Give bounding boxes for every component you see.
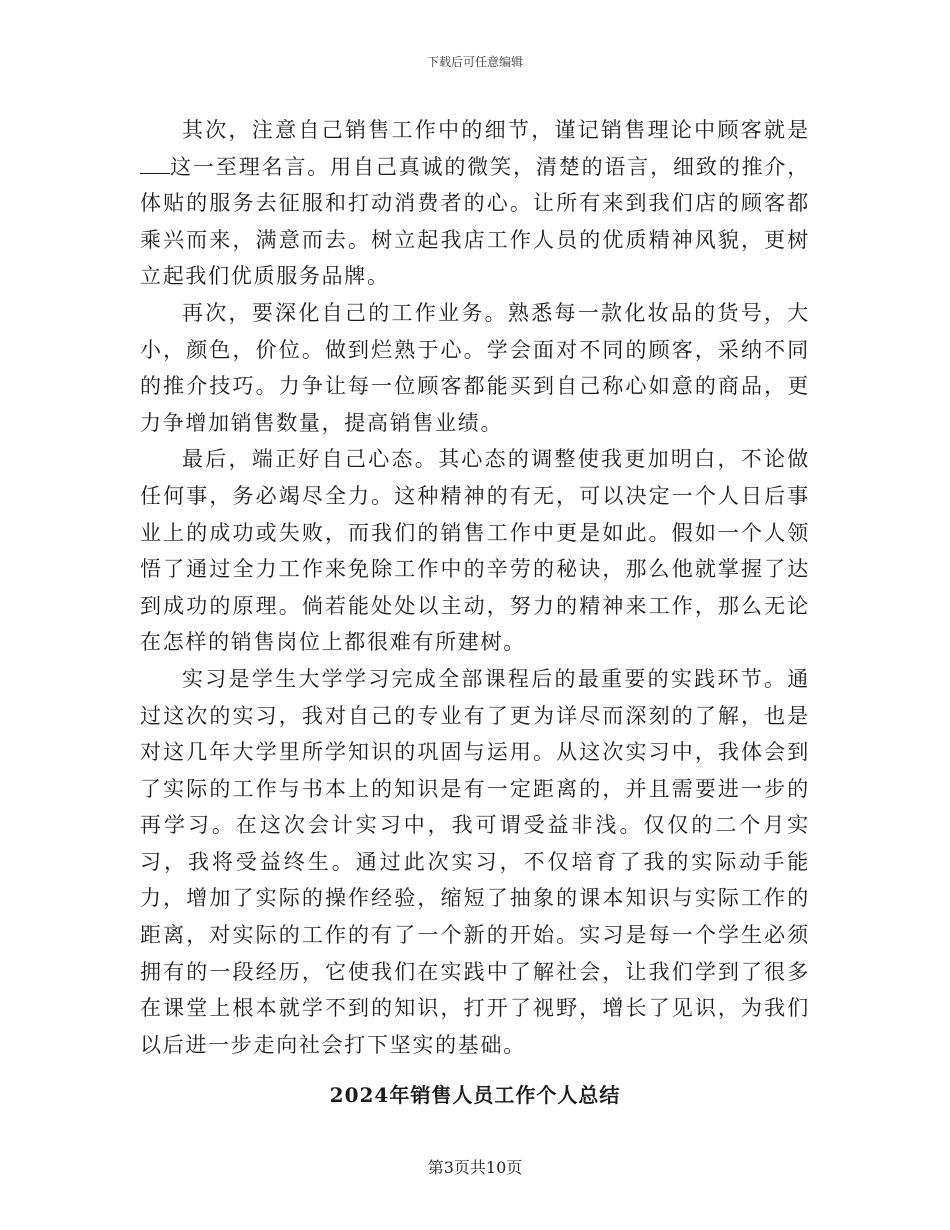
- page-footer: 第3页共10页: [427, 1158, 523, 1177]
- paragraph: 最后，端正好自己心态。其心态的调整使我更加明白，不论做任何事，务必竭尽全力。这种精神的有无，可以决定一个人日后事业上的成功或失败，而我们的销售工作中更是如此。假如一个人领悟了通过全力工作来免除工作中的辛劳的秘诀，那么他就掌握了达到成功的原理。倘若能处处以主动，努力的精神来工作，那么无论在怎样的销售岗位上都很难有所建树。: [140, 447, 810, 655]
- paragraph-text: 其次，注意自己销售工作中的细节，谨记销售理论中顾客就是: [182, 118, 810, 142]
- paragraph: 实习是学生大学学习完成全部课程后的最重要的实践环节。通过这次的实习，我对自己的专业有了更为详尽而深刻的了解，也是对这几年大学里所学知识的巩固与运用。从这次实习中，我体会到了实际的工作与书本上的知识是有一定距离的，并且需要进一步的再学习。在这次会计实习中，我可谓受益非浅。仅仅的二个月实习，我将受益终生。通过此次实习，不仅培育了我的实际动手能力，增加了实际的操作经验，缩短了抽象的课本知识与实际工作的距离，对实际的工作的有了一个新的开始。实习是每一个学生必须拥有的一段经历，它使我们在实践中了解社会，让我们学到了很多在课堂上根本就学不到的知识，打开了视野，增长了见识，为我们以后进一步走向社会打下坚实的基础。: [140, 666, 810, 1057]
- fill-in-blank: [140, 155, 170, 174]
- paragraph-text: 这一至理名言。用自己真诚的微笑，清楚的语言，细致的推介，体贴的服务去征服和打动消费者的心。让所有来到我们店的顾客都乘兴而来，满意而去。树立起我店工作人员的优质精神风貌，更树立起我们优质服务品牌。: [140, 154, 810, 289]
- paragraph: [140, 112, 810, 295]
- document-body: [140, 112, 810, 1063]
- paragraph: 再次，要深化自己的工作业务。熟悉每一款化妆品的货号，大小，颜色，价位。做到烂熟于心。学会面对不同的顾客，采纳不同的推介技巧。力争让每一位顾客都能买到自己称心如意的商品，更力争增加销售数量，提高销售业绩。: [140, 300, 810, 435]
- page-header: 下载后可任意编辑: [426, 55, 523, 69]
- section-title: 2024年销售人员工作个人总结: [329, 1083, 621, 1107]
